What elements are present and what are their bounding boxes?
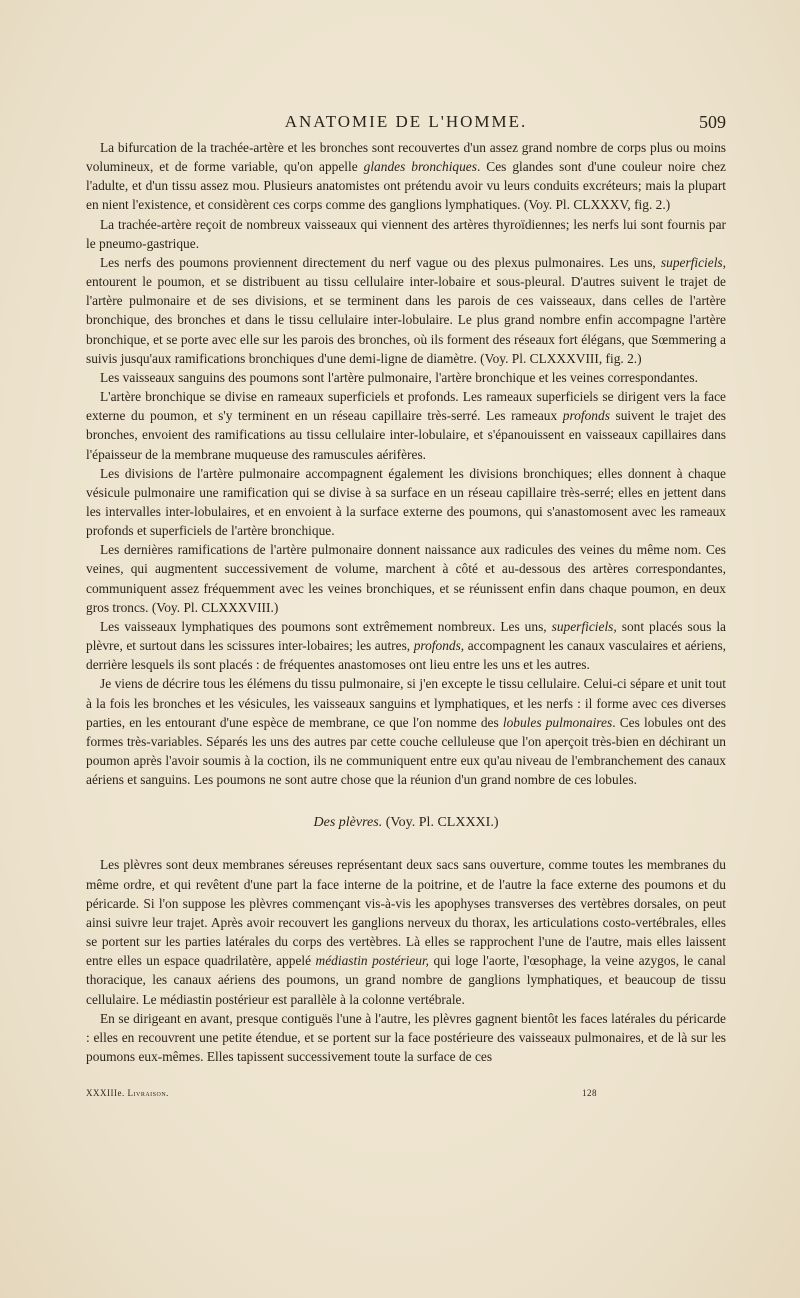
page-footer [86, 1088, 726, 1102]
paragraph: Les plèvres sont deux membranes séreuses représentant deux sacs sans ouverture, comme toutes les membranes du même ordre, et qui revêtent d'une part la face interne de la poitrine, et de l'autre la face externe des poumons et du péricarde. Si l'on suppose les plèvres commençant vis-à-vis les apophyses transverses des vertèbres dorsales, on peut ainsi suivre leur trajet. Après avoir recouvert les ganglions nerveux du thorax, les articulations costo-vertébrales, elles se portent sur les parties latérales du corps des vertèbres. Là elles se rapprochent l'une de l'autre, mais elles laissent entre elles un espace quadrilatère, appelé médiastin postérieur, qui loge l'aorte, l'œsophage, la veine azygos, le canal thoracique, les canaux aériens des poumons, un grand nombre de ganglions lymphatiques, et beaucoup de tissu cellulaire. Le médiastin postérieur est parallèle à la colonne vertébrale. [86, 857, 726, 1007]
paragraph: La bifurcation de la trachée-artère et les bronches sont recouvertes d'un assez grand nombre de corps plus ou moins volumineux, et de forme variable, qu'on appelle glandes bronchiques. Ces glandes sont d'une couleur noire chez l'adulte, et d'un tissu assez mou. Plusieurs anatomistes ont prétendu avoir vu leurs conduits excréteurs; mais la plupart en nient l'existence, et considèrent ces corps comme des ganglions lymphatiques. (Voy. Pl. CLXXXV, fig. 2.) [86, 140, 726, 213]
section-heading [86, 813, 726, 832]
page-number: 509 [699, 112, 726, 132]
section-reference: (Voy. Pl. CLXXXI.) [382, 815, 499, 831]
paragraph: En se dirigeant en avant, presque contiguës l'une à l'autre, les plèvres gagnent bientôt les faces latérales du péricarde : elles en recouvrent une petite étendue, et se portent sur la face postérieure des vaisseaux pulmonaires, et de là sur les poumons eux-mêmes. Elles tapissent successivement toute la surface de ces [86, 1010, 726, 1065]
paragraph: Les vaisseaux sanguins des poumons sont l'artère pulmonaire, l'artère bronchique et les veines correspondantes. [100, 369, 698, 385]
paragraph: La trachée-artère reçoit de nombreux vaisseaux qui viennent des artères thyroïdiennes; les nerfs lui sont fournis par le pneumo-gastrique. [86, 216, 726, 251]
signature-mark: XXXIIIe. Livraison. [86, 1088, 169, 1098]
paragraph: Les vaisseaux lymphatiques des poumons sont extrêmement nombreux. Les uns, superficiels, sont placés sous la plèvre, et surtout dans les scissures inter-lobaires; les autres, profonds, accompagnent les canaux vasculaires et aériens, derrière lesquels ils sont placés : de fréquentes anastomoses ont lieu entre les uns et les autres. [86, 618, 727, 673]
body-text [86, 138, 726, 1066]
paragraph: Les divisions de l'artère pulmonaire accompagnent également les divisions bronchiques; elles donnent à chaque vésicule pulmonaire une ramification qui se divise à sa surface en un réseau capillaire très-serré; elles en jettent dans les intervalles inter-lobulaires, et en envoient à la surface externe des poumons, qui s'anastomosent avec les rameaux profonds et superficiels de l'artère bronchique. [86, 465, 726, 539]
running-header [86, 112, 726, 136]
section-title: Des plèvres. [313, 815, 383, 831]
running-title: ANATOMIE DE L'HOMME. [284, 112, 528, 131]
paragraph: Je viens de décrire tous les élémens du tissu pulmonaire, si j'en excepte le tissu cellulaire. Celui-ci sépare et unit tout à la fois les bronches et les vésicules, les vaisseaux sanguins et lymphatiques, et les nerfs : il forme avec ces diverses parties, en les entourant d'une espèce de membrane, ce que l'on nomme des lobules pulmonaires. Ces lobules ont des formes très-variables. Séparés les uns des autres par cette couche celluleuse que l'on aperçoit très-bien en déchirant un poumon après l'avoir soumis à la coction, ils ne communiquent entre eux qu'au niveau de l'embranchement des canaux aériens et sanguins. Les poumons ne sont autre chose que la réunion d'un grand nombre de ces lobules. [86, 676, 726, 788]
sheet-number: 128 [582, 1088, 597, 1098]
paragraph: Les nerfs des poumons proviennent directement du nerf vague ou des plexus pulmonaires. Les uns, superficiels, entourent le poumon, et se distribuent au tissu cellulaire inter-lobaire et sous-pleural. D'autres suivent le trajet de l'artère pulmonaire et de ses divisions, et se terminent dans les parois de ces vaisseaux, dans celles de l'artère bronchique, des bronches et dans le tissu cellulaire inter-lobulaire. Le plus grand nombre enfin accompagne l'artère bronchique, et se porte avec elle sur les parois des bronches, où ils forment des réseaux fort élégans, que Sœmmering a suivis jusqu'aux ramifications bronchiques d'une demi-ligne de diamètre. (Voy. Pl. CLXXXVIII, fig. 2.) [86, 254, 726, 366]
paragraph: L'artère bronchique se divise en rameaux superficiels et profonds. Les rameaux superficiels se dirigent vers la face externe du poumon, et s'y terminent en un réseau capillaire très-serré. Les rameaux profonds suivent le trajet des bronches, envoient des ramifications au tissu cellulaire inter-lobulaire, et s'épanouissent en vaisseaux capillaires dans l'épaisseur de la membrane muqueuse des ramuscules aérifères. [86, 389, 727, 462]
paragraph: Les dernières ramifications de l'artère pulmonaire donnent naissance aux radicules des veines du même nom. Ces veines, qui augmentent successivement de volume, marchent à côté et au-dessous des artères correspondantes, communiquent assez fréquemment avec les veines bronchiques, et se réunissent enfin dans chaque poumon, en deux gros troncs. (Voy. Pl. CLXXXVIII.) [86, 542, 726, 615]
